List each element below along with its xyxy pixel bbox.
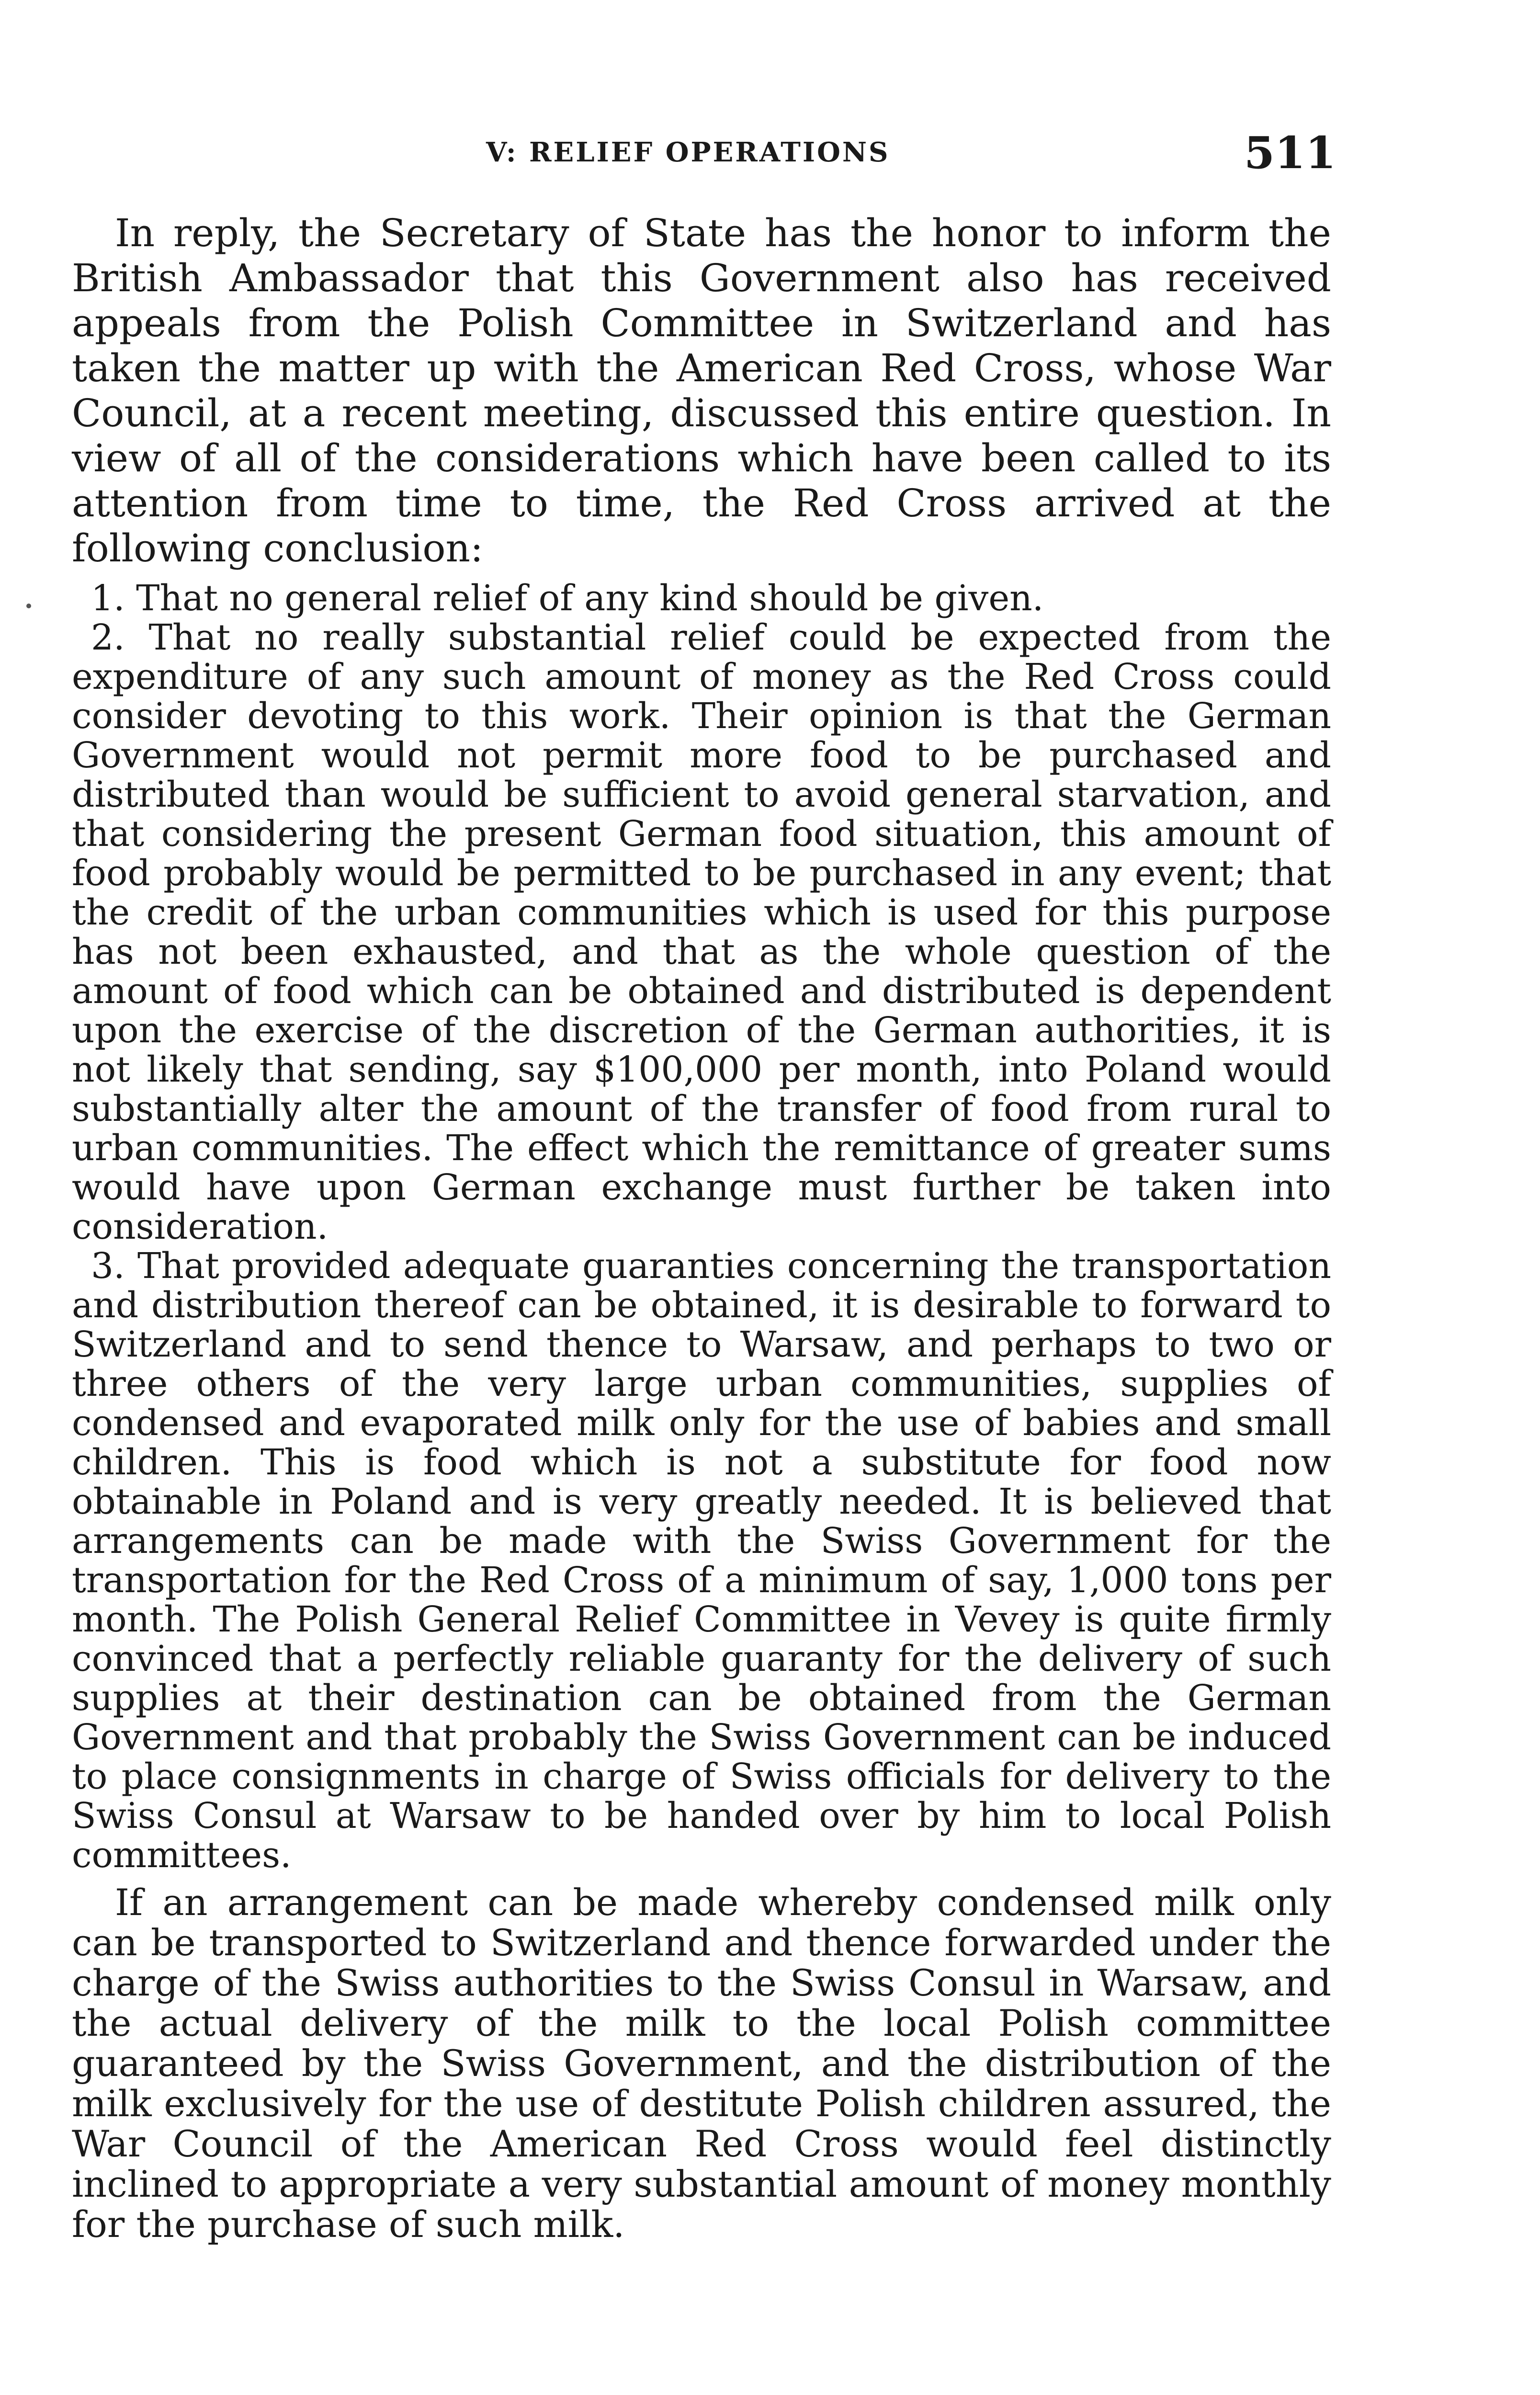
- opening-paragraph: In reply, the Secretary of State has the honor to inform the British Ambassador that this Government also has received appeals from the Polish Committee in Switzerland and has taken the matter up with the American Red Cross, whose War Council, at a recent meeting, discussed this entire question. In view of all of the considerations which have been called to its attention from time to time, the Red Cross arrived at the following conclusion:: [72, 211, 1331, 570]
- margin-dot: [26, 604, 31, 608]
- closing-paragraph: If an arrangement can be made whereby condensed milk only can be transported to Switzerland and thence forwarded under the charge of the Swiss authorities to the Swiss Consul in Warsaw, and the actual delivery of the milk to the local Polish committee guaranteed by the Swiss Government, and the distribution of the milk exclusively for the use of destitute Polish children assured, the War Council of the American Red Cross would feel distinctly inclined to appropriate a very substantial amount of money monthly for the purchase of such milk.: [72, 1881, 1331, 2246]
- conclusion-item-3: 3. That provided adequate guaranties concerning the transportation and distribution thereof can be obtained, it is desirable to forward to Switzerland and to send thence to Warsaw, and perhaps to two or three others of the very large urban communities, supplies of condensed and evaporated milk only for the use of babies and small children. This is food which is not a substitute for food now obtainable in Poland and is very greatly needed. It is believed that arrangements can be made with the Swiss Government for the transportation for the Red Cross of a minimum of say, 1,000 tons per month. The Polish General Relief Committee in Vevey is quite firmly convinced that a perfectly reliable guaranty for the delivery of such supplies at their destination can be obtained from the German Government and that probably the Swiss Government can be induced to place consignments in charge of Swiss officials for delivery to the Swiss Consul at Warsaw to be handed over by him to local Polish committees.: [72, 1245, 1331, 1876]
- conclusion-item-2: 2. That no really substantial relief could be expected from the expenditure of any such amount of money as the Red Cross could consider devoting to this work. Their opinion is that the German Government would not permit more food to be purchased and distributed than would be sufficient to avoid general starvation, and that considering the present German food situation, this amount of food probably would be permitted to be purchased in any event; that the credit of the urban communities which is used for this purpose has not been exhausted, and that as the whole question of the amount of food which can be obtained and distributed is dependent upon the exercise of the discretion of the German authorities, it is not likely that sending, say $100,000 per month, into Poland would substantially alter the amount of the transfer of food from rural to urban communities. The effect which the remittance of greater sums would have upon German exchange must further be taken into consideration.: [72, 617, 1331, 1247]
- page-number: 511: [1244, 127, 1336, 179]
- page-header: [117, 127, 1336, 189]
- running-head: V: RELIEF OPERATIONS: [486, 137, 890, 168]
- body-text: [72, 211, 1331, 2245]
- conclusion-item-1: 1. That no general relief of any kind should be given.: [91, 578, 1044, 619]
